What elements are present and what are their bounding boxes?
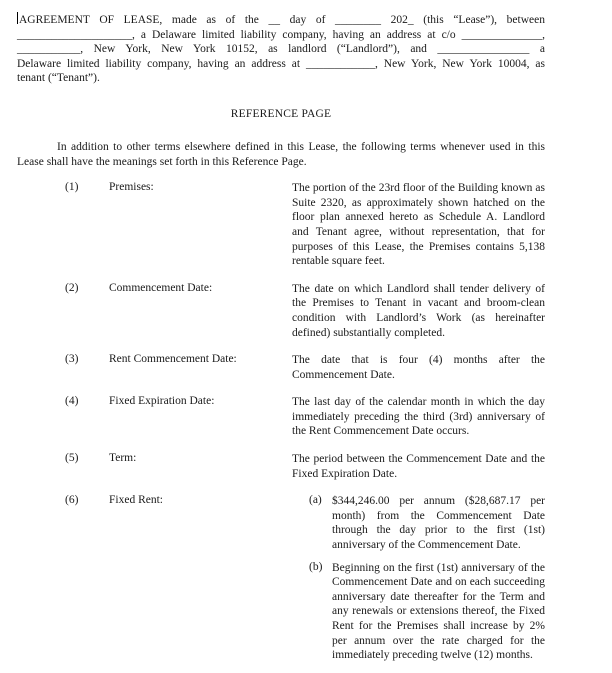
reference-item-premises bbox=[17, 181, 545, 269]
item-label: Premises: bbox=[109, 181, 154, 194]
opening-line-4: Delaware limited liability company, having an address at ____________, New York, New York 10004, as bbox=[17, 57, 545, 70]
item-label: Fixed Expiration Date: bbox=[109, 395, 215, 408]
item-label: Commencement Date: bbox=[109, 281, 213, 294]
opening-line-3: ___________, New York, New York 10152, as landlord (“Landlord”), and ________________ a bbox=[17, 43, 545, 56]
reference-item-term bbox=[17, 452, 545, 481]
item-definition: The date that is four (4) months after the Commencement Date. bbox=[292, 354, 545, 381]
item-definition: The period between the Commencement Date and the Fixed Expiration Date. bbox=[292, 453, 545, 480]
item-definition: The portion of the 23rd floor of the Building known as Suite 2320, as approximately shown hatched on the floor plan annexed hereto as Schedule A. Landlord and Tenant agree, without representation, that for purposes of this Lease, the Premises contains 5,138 rentable square feet. bbox=[292, 182, 545, 268]
item-number: (5) bbox=[65, 452, 79, 465]
item-definition: The date on which Landlord shall tender delivery of the Premises to Tenant in vacant and broom-clean condition with Landlord’s Work (as hereinafter defined) substantially completed. bbox=[292, 282, 545, 339]
item-number: (4) bbox=[65, 395, 79, 408]
item-label: Fixed Rent: bbox=[109, 494, 163, 507]
sub-item-text: Beginning on the first (1st) anniversary of the Commencement Date and on each succeeding anniversary date thereafter for the Term and any renewals or extensions thereof, the Fixed Rent for the Premises shall increase by 2% per annum over the rate charged for the immediately preceding twelve (12) months. bbox=[332, 561, 545, 662]
item-number: (1) bbox=[65, 181, 79, 194]
fixed-rent-sub-item-a bbox=[309, 494, 545, 552]
opening-line-1: AGREEMENT OF LEASE, made as of the __ day of ________ 202_ (this “Lease”), between bbox=[19, 14, 545, 26]
sub-item-letter: (a) bbox=[309, 494, 322, 507]
item-number: (3) bbox=[65, 353, 79, 366]
sub-item-letter: (b) bbox=[309, 560, 323, 573]
item-label: Term: bbox=[109, 452, 137, 465]
opening-line-5: tenant (“Tenant”). bbox=[17, 72, 100, 85]
item-definition: The last day of the calendar month in which the day immediately preceding the third (3rd) anniversary of the Rent Commencement Date occurs. bbox=[292, 396, 545, 438]
intro-paragraph: In addition to other terms elsewhere defined in this Lease, the following terms whenever used in this Lease shall have the meanings set forth in this Reference Page. bbox=[17, 140, 545, 168]
opening-line-2: ____________________, a Delaware limited liability company, having an address at c/o ______________, bbox=[17, 28, 545, 41]
page-heading: REFERENCE PAGE bbox=[230, 107, 332, 120]
sub-item-text: $344,246.00 per annum ($28,687.17 per month) from the Commencement Date through the day prior to the first (1st) anniversary of the Commencement Date. bbox=[332, 495, 545, 552]
item-label: Rent Commencement Date: bbox=[109, 353, 237, 366]
lease-document bbox=[17, 12, 545, 671]
item-number: (6) bbox=[65, 494, 79, 507]
opening-paragraph bbox=[17, 12, 545, 86]
reference-item-fixed-rent bbox=[17, 494, 545, 663]
item-number: (2) bbox=[65, 281, 79, 294]
reference-item-rent-commencement-date bbox=[17, 353, 545, 382]
text-cursor bbox=[17, 12, 18, 24]
fixed-rent-sub-item-b bbox=[309, 561, 545, 663]
reference-item-commencement-date bbox=[17, 282, 545, 340]
reference-item-fixed-expiration-date bbox=[17, 395, 545, 439]
